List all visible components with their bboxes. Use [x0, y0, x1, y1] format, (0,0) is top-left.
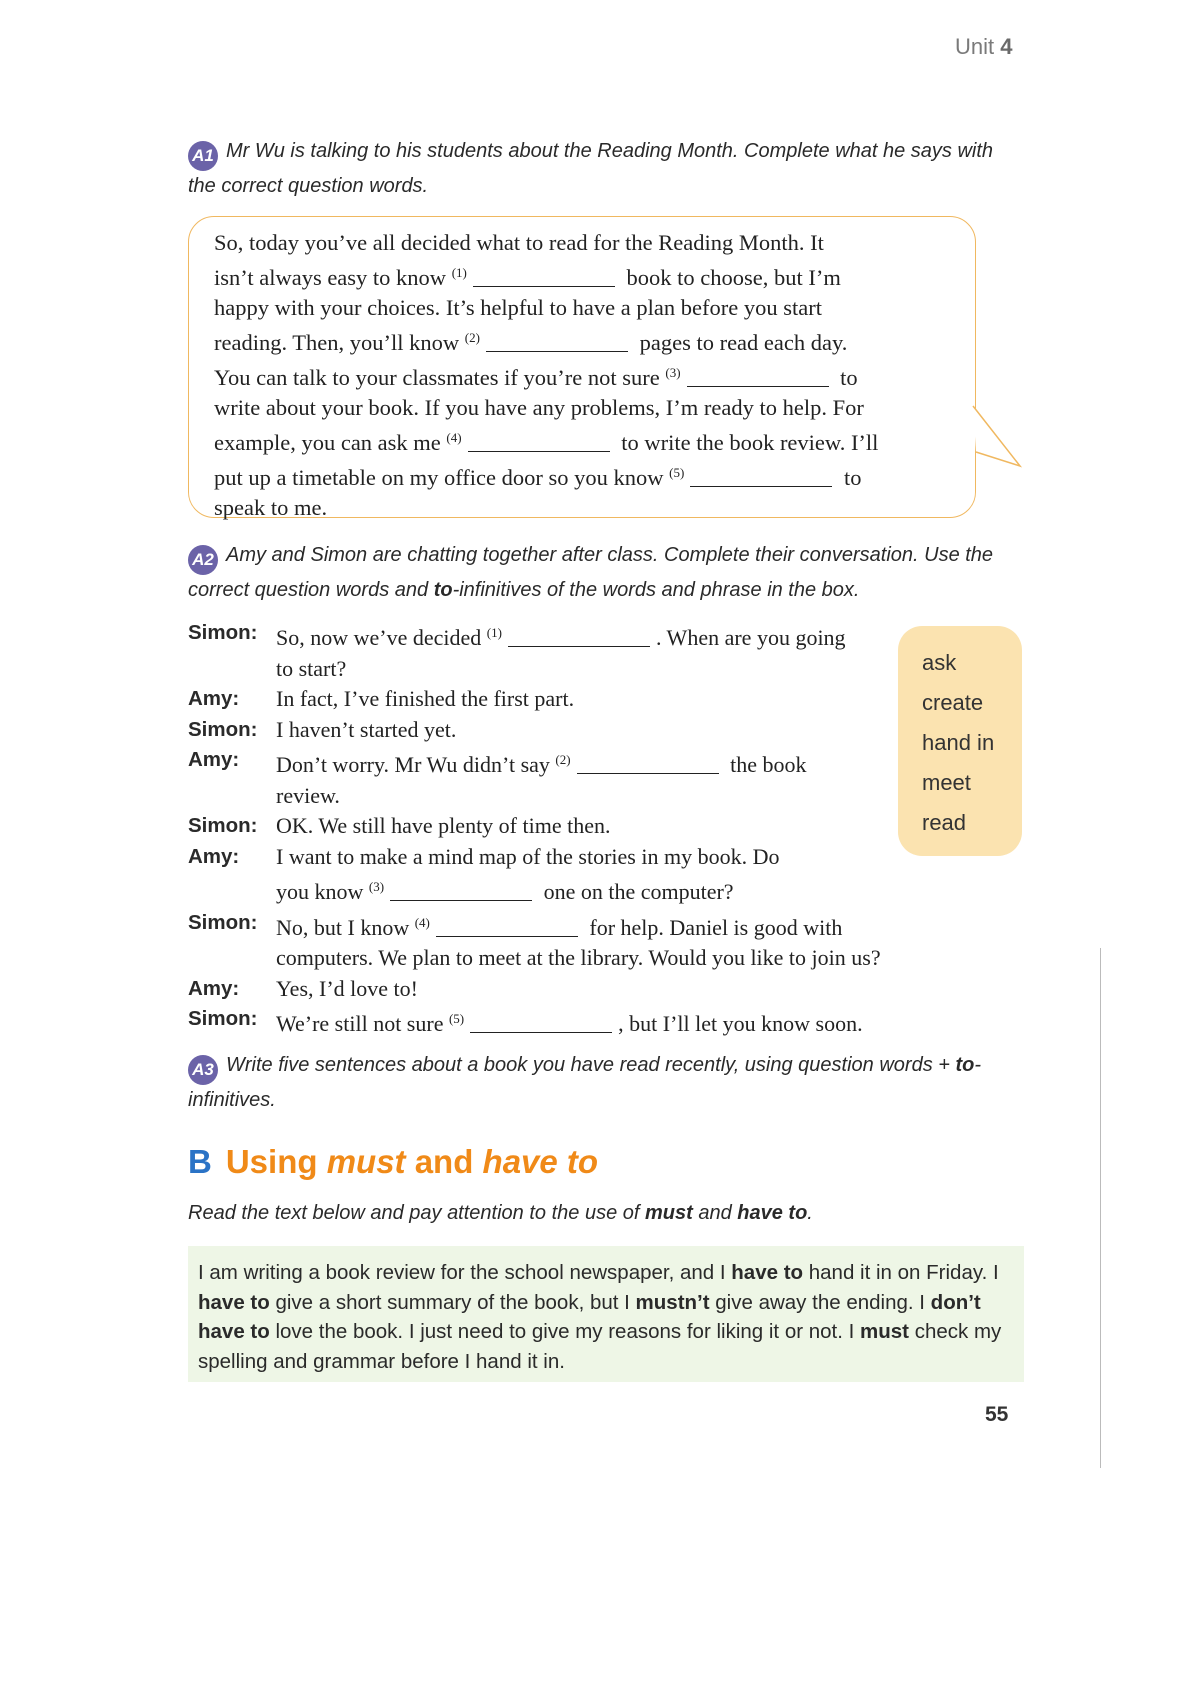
page-number: 55 — [985, 1403, 1009, 1426]
a1-line: isn’t always easy to know $^{(1)}$ book to choose, but I’m — [214, 265, 841, 290]
blank-3[interactable] — [687, 366, 829, 387]
a2-blank-2[interactable] — [577, 753, 719, 774]
blank-2[interactable] — [486, 331, 628, 352]
a1-line: example, you can ask me $^{(4)}$ to write the book review. I’ll — [214, 430, 879, 455]
a1-line: write about your book. If you have any problems, I’m ready to help. For — [214, 395, 864, 420]
word-box-item: hand in — [922, 730, 995, 755]
a2-blank-4[interactable] — [436, 916, 578, 937]
a1-instruction: A1 Mr Wu is talking to his students about the Reading Month. Complete what he says with the correct question words. — [188, 140, 994, 197]
a1-line: happy with your choices. It’s helpful to have a plan before you start — [214, 295, 822, 320]
section-b-heading: B Using must and have to — [188, 1143, 599, 1180]
blank-5[interactable] — [690, 466, 832, 487]
dialogue-line: Amy: In fact, I’ve finished the first part. — [188, 686, 575, 711]
a2-instruction: A2 Amy and Simon are chatting together after class. Complete their conversation. Use the correct question words and to-infinitives of the words and phrase in the box. — [188, 544, 994, 601]
blank-1[interactable] — [473, 266, 615, 287]
a1-line: You can talk to your classmates if you’re not sure $^{(3)}$ to — [214, 365, 858, 390]
a1-line: speak to me. — [214, 495, 328, 520]
dialogue — [188, 618, 1008, 1040]
example-text: I am writing a book review for the school newspaper, and I have to hand it in on Friday. I have to give a short summary of the book, but I mustn’t give away the ending. I don’t have to love the book. I just need to give my reasons for liking it or not. I must check my spelling and grammar before I hand it in. — [198, 1261, 1002, 1373]
unit-label: Unit 4 — [955, 34, 1013, 59]
dialogue-line: to start? — [276, 655, 347, 681]
dialogue-line: review. — [276, 782, 340, 808]
a3-instruction: A3 Write five sentences about a book you have read recently, using question words + to-infinitives. — [188, 1054, 982, 1111]
dialogue-line: Simon: I haven’t started yet. — [188, 716, 457, 742]
a3-badge: A3 — [188, 1055, 218, 1085]
dialogue-line: Amy: Don’t worry. Mr Wu didn’t say $^{(2)}$ the book — [188, 748, 807, 777]
a1-line: So, today you’ve all decided what to read for the Reading Month. It — [214, 230, 824, 255]
dialogue-line: Amy: Yes, I’d love to! — [188, 975, 418, 1001]
a2-badge: A2 — [188, 545, 218, 575]
word-box-item: read — [922, 810, 967, 835]
a2-blank-3[interactable] — [390, 880, 532, 901]
a1-badge: A1 — [188, 141, 218, 171]
page-edge-line — [1100, 948, 1101, 1468]
word-box-item: ask — [922, 650, 957, 675]
a2-blank-5[interactable] — [470, 1012, 612, 1033]
dialogue-line: Simon: So, now we’ve decided $^{(1)}$ . When are you going — [188, 621, 846, 650]
a1-line: put up a timetable on my office door so you know $^{(5)}$ to — [214, 465, 862, 490]
dialogue-line: Simon: OK. We still have plenty of time then. — [188, 813, 611, 838]
section-b-instruction: Read the text below and pay attention to the use of must and have to. — [188, 1202, 813, 1224]
dialogue-line: computers. We plan to meet at the library. Would you like to join us? — [276, 945, 881, 970]
blank-4[interactable] — [468, 431, 610, 452]
a1-line: reading. Then, you’ll know $^{(2)}$ pages to read each day. — [214, 330, 848, 355]
dialogue-line: Amy: I want to make a mind map of the stories in my book. Do — [188, 843, 780, 869]
dialogue-line: you know $^{(3)}$ one on the computer? — [276, 879, 734, 904]
word-box-item: create — [922, 690, 984, 715]
word-box-item: meet — [922, 770, 971, 795]
a1-passage — [214, 228, 974, 523]
dialogue-line: Simon: No, but I know $^{(4)}$ for help. Daniel is good with — [188, 910, 843, 940]
speech-bubble-tail — [968, 400, 1028, 470]
dialogue-line: Simon: We’re still not sure $^{(5)}$ , but I’ll let you know soon. — [188, 1007, 863, 1036]
a2-blank-1[interactable] — [508, 626, 650, 647]
